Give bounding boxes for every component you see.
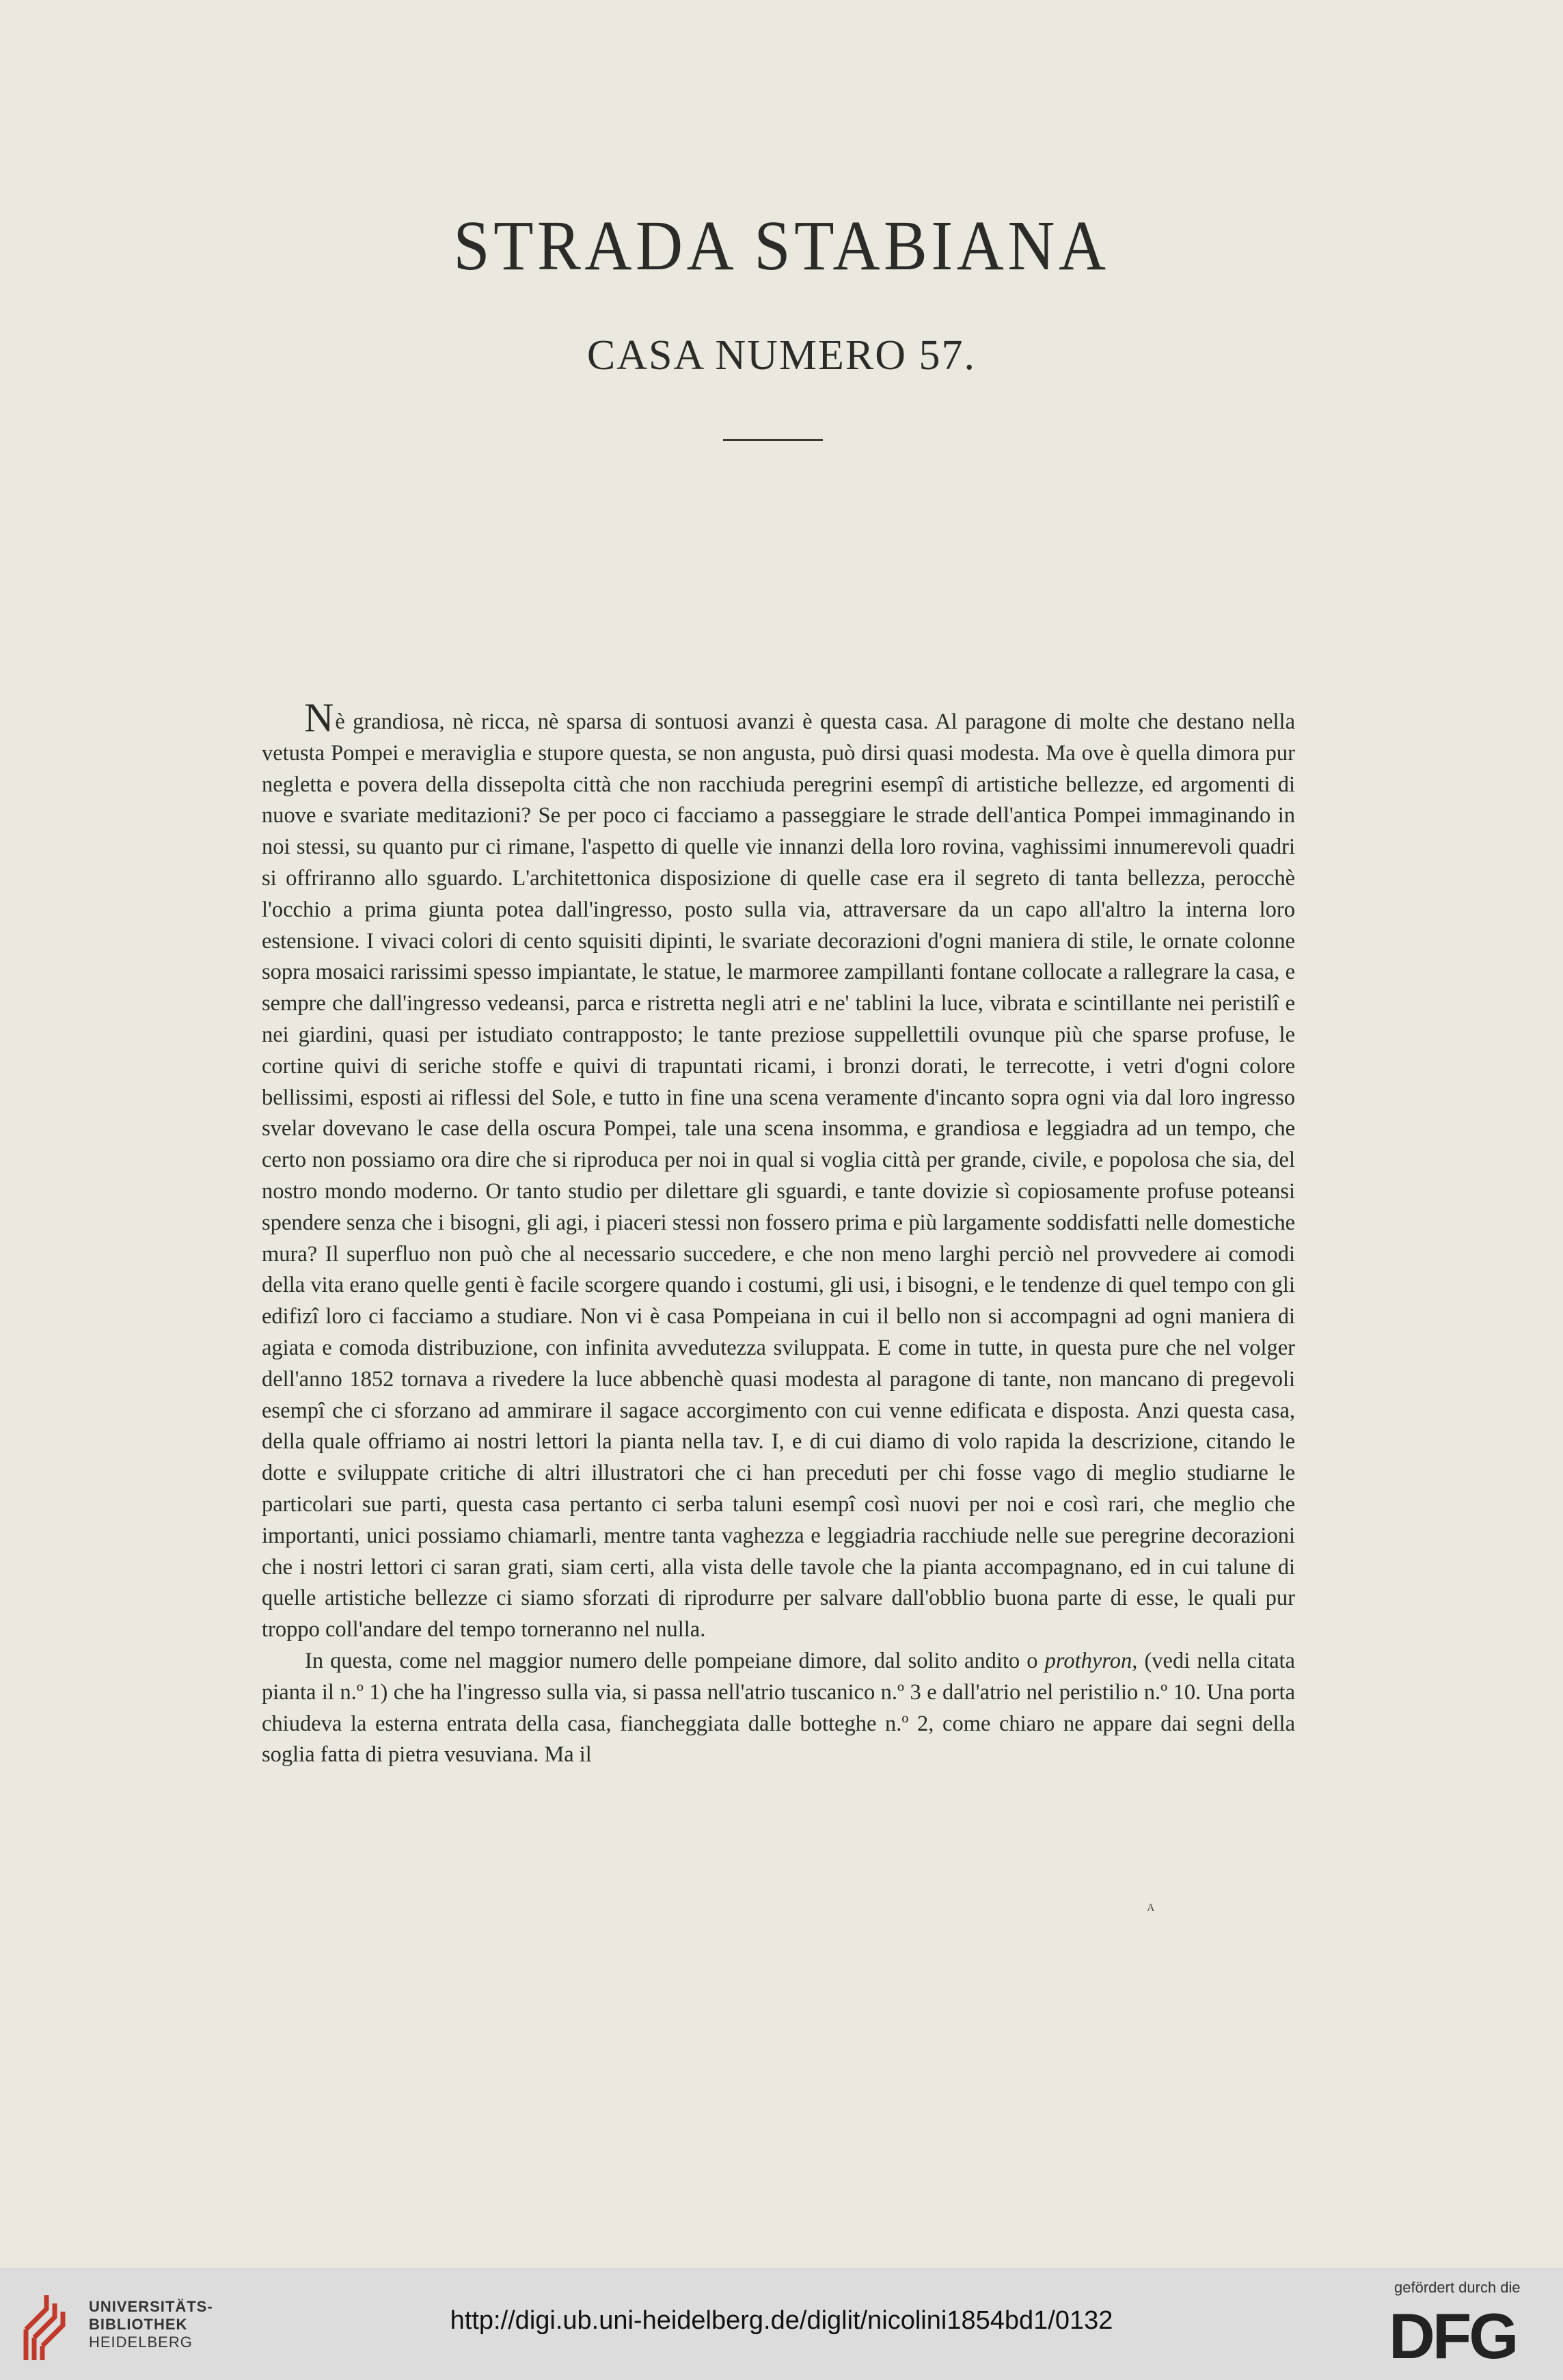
paragraph-2-text-b: , (vedi nella citata pianta il n.º 1) che ha l'ingresso sulla via, si passa nell'atrio tuscanico n.º 3 e dall'atrio nel peristilio n.º 10. Una porta chiudeva la esterna entrata della casa, fiancheggiata dalle botteghe n.º 2, come chiaro ne appare dai segni della soglia fatta di pietra vesuviana. Ma il [262, 1648, 1295, 1768]
signature-mark: A [1147, 1902, 1155, 1914]
title-divider [723, 439, 823, 441]
viewer-footer [0, 2268, 1563, 2380]
library-name-line-1: UNIVERSITÄTS- [89, 2298, 213, 2315]
drop-capital: N [304, 695, 334, 740]
paragraph-2 [262, 1646, 1295, 1771]
body-text [262, 695, 1295, 1771]
library-name-line-2: BIBLIOTHEK [89, 2316, 188, 2333]
paragraph-2-text-a: In questa, come nel maggior numero delle pompeiane dimore, dal solito andito o [305, 1648, 1045, 1673]
library-name-line-3: HEIDELBERG [89, 2334, 193, 2351]
dfg-logo[interactable]: DFG [1389, 2300, 1517, 2372]
paragraph-1 [262, 695, 1295, 1646]
page-title: STRADA STABIANA [453, 206, 1110, 285]
funding-label: gefördert durch die [1394, 2279, 1521, 2296]
page-subtitle: CASA NUMERO 57. [586, 332, 977, 379]
paragraph-1-text: è grandiosa, nè ricca, nè sparsa di sontuosi avanzi è questa casa. Al paragone di molte che destano nella vetusta Pompei e meraviglia e stupore questa, se non angusta, può dirsi quasi modesta. Ma ove è quella dimora pur negletta e povera della dissepolta città che non racchiuda peregrini esempî di artistiche bellezze, ed argomenti di nuove e svariate meditazioni? Se per poco ci facciamo a passeggiare le strade dell'antica Pompei immaginando in noi stessi, su quanto pur ci rimane, l'aspetto di quelle vie innanzi della loro rovina, vaghissimi innumerevoli quadri si offriranno allo sguardo. L'architettonica disposizione di quelle case era il segreto di tanta bellezza, perocchè l'occhio a prima giunta potea dall'ingresso, posto sulla via, attraversare da un capo all'altro la interna loro estensione. I vivaci colori di cento squisiti dipinti, le svariate decorazioni d'ogni maniera di stile, le ornate colonne sopra mosaici rarissimi spesso impiantate, le statue, le marmoree zampillanti fontane collocate a rallegrare la casa, e sempre che dall'ingresso vedeansi, parca e ristretta negli atri e ne' tablini la luce, vibrata e scintillante nei peristilî e nei giardini, quasi per istudiato contrapposto; le tante preziose suppellettili ovunque più che sparse profuse, le cortine quivi di seriche stoffe e quivi di trapuntati ricami, i bronzi dorati, le terrecotte, i vetri d'ogni colore bellissimi, esposti ai riflessi del Sole, e tutto in fine una scena veramente d'incanto sopra ogni via dal loro ingresso svelar dovevano le case della oscura Pompei, tale una scena insomma, e grandiosa e leggiadra ad un tempo, che certo non possiamo ora dire che si riproduca per noi in qual si voglia città per grande, civile, e popolosa che sia, del nostro mondo moderno. Or tanto studio per dilettare gli sguardi, e tante dovizie sì copiosamente profuse poteansi spendere senza che i bisogni, gli agi, i piaceri stessi non fossero prima e più largamente soddisfatti nelle domestiche mura? Il superfluo non può che al necessario succedere, e che non meno larghi perciò nel provvedere ai comodi della vita erano quelle genti è facile scorgere quando i costumi, gli usi, i bisogni, e le tendenze di quel tempo con gli edifizî loro ci facciamo a studiare. Non vi è casa Pompeiana in cui il bello non si accompagni ad ogni maniera di agiata e comoda distribuzione, con infinita avvedutezza sviluppata. E come in tutte, in questa pure che nel volger dell'anno 1852 tornava a rivedere la luce abbenchè quasi modesta al paragone di tante, non mancano di pregevoli esempî che ci sforzano ad ammirare il sagace accorgimento con cui venne edificata e disposta. Anzi questa casa, della quale offriamo ai nostri lettori la pianta nella tav. I, e di cui diamo di volo rapida la descrizione, citando le dotte e sviluppate critiche di altri illustratori che ci han preceduti per chi fosse vago di meglio studiarne le particolari sue parti, questa casa pertanto ci serba taluni esempî così nuovi per noi e così rari, che meglio che importanti, unici possiamo chiamarli, mentre tanta vaghezza e leggiadria racchiude nelle sue peregrine decorazioni che i nostri lettori ci saran grati, siam certi, alla vista delle tavole che la pianta accompagnano, ed in cui talune di quelle artistiche bellezze ci siamo sforzati di riprodurre per salvare dall'obblio buona parte di esse, le quali pur troppo coll'andare del tempo torneranno nel nulla. [262, 709, 1295, 1642]
document-url-link[interactable]: http://digi.ub.uni-heidelberg.de/diglit/nicolini1854bd1/0132 [450, 2306, 1113, 2335]
paragraph-2-italic-term: prothyron [1044, 1648, 1132, 1673]
